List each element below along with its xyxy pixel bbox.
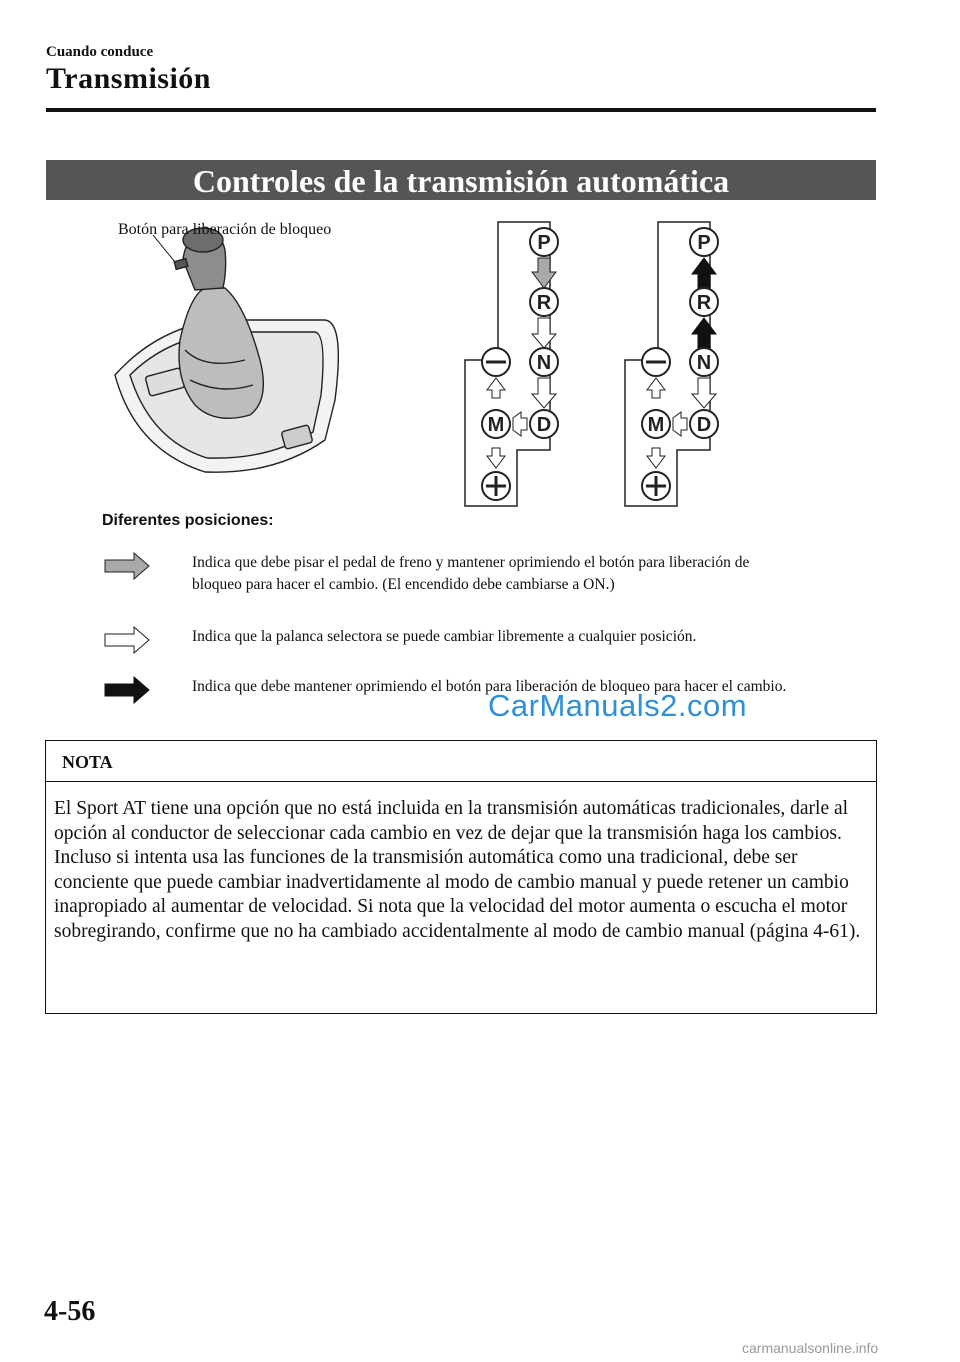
gate1-M: M	[487, 414, 505, 436]
white-arrow-icon	[104, 626, 150, 654]
legend-item-white	[104, 626, 794, 672]
legend-text: Indica que debe mantener oprimiendo el botón para liberación de bloqueo para hacer el cambio.	[192, 678, 787, 695]
shift-gate-1	[465, 222, 558, 506]
gate2-P: P	[697, 232, 711, 254]
section-label: Cuando conduce	[46, 44, 154, 60]
gate2-M: M	[647, 414, 665, 436]
nota-body: El Sport AT tiene una opción que no está incluida en la transmisión automáticas tradicionales, darle al opción al conductor de seleccionar cada cambio en vez de dejar que la transmisión haga los cambios. Incluso si intenta usa las funciones de la transmisión automática como una tradicional, debe ser conciente que puede cambiar inadvertidamente al modo de cambio manual y puede retener un cambio inapropiado al aumentar de velocidad. Si nota que la velocidad del motor aumenta o escucha el motor sobregirando, confirme que no ha cambiado accidentalmente al modo de cambio manual (página 4-61).	[54, 798, 861, 942]
footer-site: carmanualsonline.info	[742, 1340, 879, 1356]
release-button-callout: Botón para liberación de bloqueo	[118, 221, 332, 238]
watermark: CarManuals2.com	[488, 688, 748, 723]
legend-text: Indica que la palanca selectora se puede cambiar libremente a cualquier posición.	[192, 628, 697, 645]
section-banner: Controles de la transmisión automática	[46, 160, 876, 200]
gate2-R: R	[696, 292, 712, 314]
gray-arrow-icon	[104, 552, 150, 580]
gate1-R: R	[536, 292, 552, 314]
page-title: Transmisión	[46, 62, 211, 95]
nota-header	[46, 741, 876, 782]
nota-box	[45, 740, 877, 1014]
shift-gate-2	[625, 222, 718, 506]
gate1-N: N	[536, 352, 552, 374]
gate1-D: D	[536, 414, 552, 436]
gate1-P: P	[537, 232, 551, 254]
page-number: 4-56	[44, 1296, 96, 1327]
positions-label: Diferentes posiciones:	[102, 512, 274, 529]
shifter-illustration	[115, 228, 338, 472]
black-arrow-icon	[104, 676, 150, 704]
legend-text: Indica que debe pisar el pedal de freno y mantener oprimiendo el botón para liberación de bloqueo para hacer el cambio. (El encendido debe cambiarse a ON.)	[192, 554, 750, 593]
gate2-N: N	[696, 352, 712, 374]
shifter-figure	[95, 210, 735, 510]
legend-item-gray	[104, 552, 794, 618]
title-rule	[46, 108, 876, 112]
gate2-D: D	[696, 414, 712, 436]
nota-heading: NOTA	[62, 752, 113, 772]
